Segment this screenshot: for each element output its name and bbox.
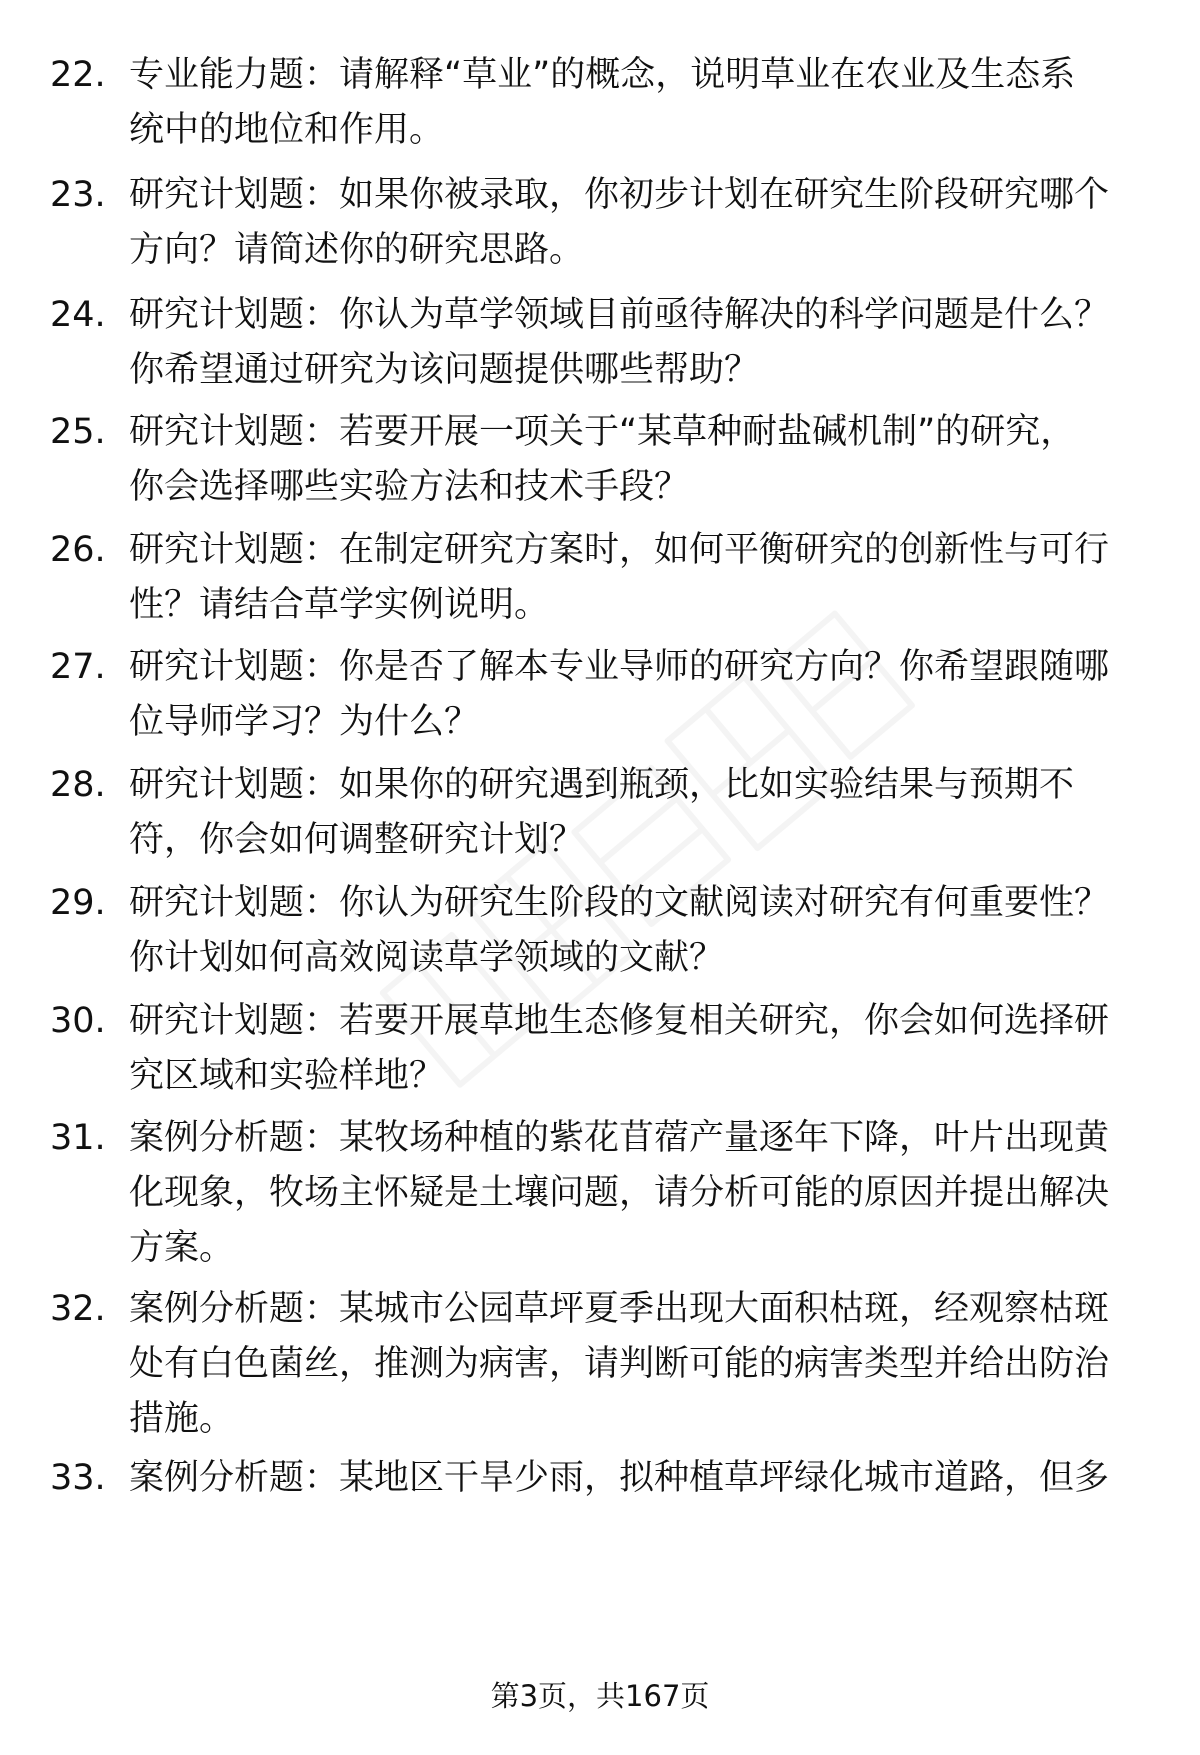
- question-text-line: 统中的地位和作用。: [129, 110, 445, 150]
- question-number: 24.: [50, 295, 106, 335]
- question-text-line: 符，你会如何调整研究计划？: [129, 820, 585, 860]
- question-number: 28.: [50, 765, 106, 805]
- question-text: [129, 876, 1199, 986]
- question-text-line: 方向？请简述你的研究思路。: [129, 230, 585, 270]
- question-number: 26.: [50, 530, 106, 570]
- question-text-line: 研究计划题：若要开展草地生态修复相关研究，你会如何选择研: [129, 1001, 1110, 1041]
- page-number: 第3页，共167页: [490, 1679, 710, 1713]
- question-text-line: 化现象，牧场主怀疑是土壤问题，请分析可能的原因并提出解决: [129, 1173, 1110, 1213]
- question-text-line: 你计划如何高效阅读草学领域的文献？: [129, 938, 725, 978]
- question-number: 29.: [50, 883, 106, 923]
- question-text-line: 位导师学习？为什么？: [129, 702, 480, 742]
- question-number: 22.: [50, 55, 106, 95]
- question-number: 23.: [50, 175, 106, 215]
- question-text-line: 研究计划题：你认为草学领域目前亟待解决的科学问题是什么？: [129, 295, 1110, 335]
- question-number: 32.: [50, 1289, 106, 1329]
- question-text-line: 措施。: [129, 1399, 235, 1439]
- question-text-line: 处有白色菌丝，推测为病害，请判断可能的病害类型并给出防治: [129, 1344, 1110, 1384]
- question-text-line: 案例分析题：某城市公园草坪夏季出现大面积枯斑，经观察枯斑: [129, 1289, 1110, 1329]
- question-text-line: 研究计划题：在制定研究方案时，如何平衡研究的创新性与可行: [129, 530, 1110, 570]
- question-text: [129, 1282, 1199, 1447]
- question-text-line: 究区域和实验样地？: [129, 1056, 445, 1096]
- question-text-line: 研究计划题：若要开展一项关于“某草种耐盐碱机制”的研究，: [129, 412, 1076, 452]
- question-text: [129, 523, 1199, 633]
- question-text: [129, 288, 1199, 398]
- question-number: 33.: [50, 1458, 106, 1498]
- question-number: 27.: [50, 647, 106, 687]
- question-number: 25.: [50, 412, 106, 452]
- question-text-line: 专业能力题：请解释“草业”的概念，说明草业在农业及生态系: [129, 55, 1076, 95]
- question-text: [129, 640, 1199, 750]
- question-text-line: 性？请结合草学实例说明。: [129, 585, 550, 625]
- question-text: [129, 1451, 1199, 1506]
- question-text: [129, 405, 1199, 515]
- question-text: [129, 168, 1199, 278]
- question-text-line: 案例分析题：某牧场种植的紫花苜蓿产量逐年下降，叶片出现黄: [129, 1118, 1110, 1158]
- question-number: 31.: [50, 1118, 106, 1158]
- question-text-line: 研究计划题：你是否了解本专业导师的研究方向？你希望跟随哪: [129, 647, 1110, 687]
- question-text-line: 研究计划题：如果你被录取，你初步计划在研究生阶段研究哪个: [129, 175, 1110, 215]
- question-text-line: 研究计划题：你认为研究生阶段的文献阅读对研究有何重要性？: [129, 883, 1110, 923]
- question-text-line: 方案。: [129, 1228, 235, 1268]
- question-text-line: 研究计划题：如果你的研究遇到瓶颈，比如实验结果与预期不: [129, 765, 1075, 805]
- question-text: [129, 758, 1199, 868]
- question-number: 30.: [50, 1001, 106, 1041]
- question-text: [129, 994, 1199, 1104]
- question-text-line: 你希望通过研究为该问题提供哪些帮助？: [129, 350, 760, 390]
- question-text: [129, 48, 1199, 158]
- question-text-line: 案例分析题：某地区干旱少雨，拟种植草坪绿化城市道路，但多: [129, 1458, 1110, 1498]
- question-text-line: 你会选择哪些实验方法和技术手段？: [129, 467, 690, 507]
- question-text: [129, 1111, 1199, 1276]
